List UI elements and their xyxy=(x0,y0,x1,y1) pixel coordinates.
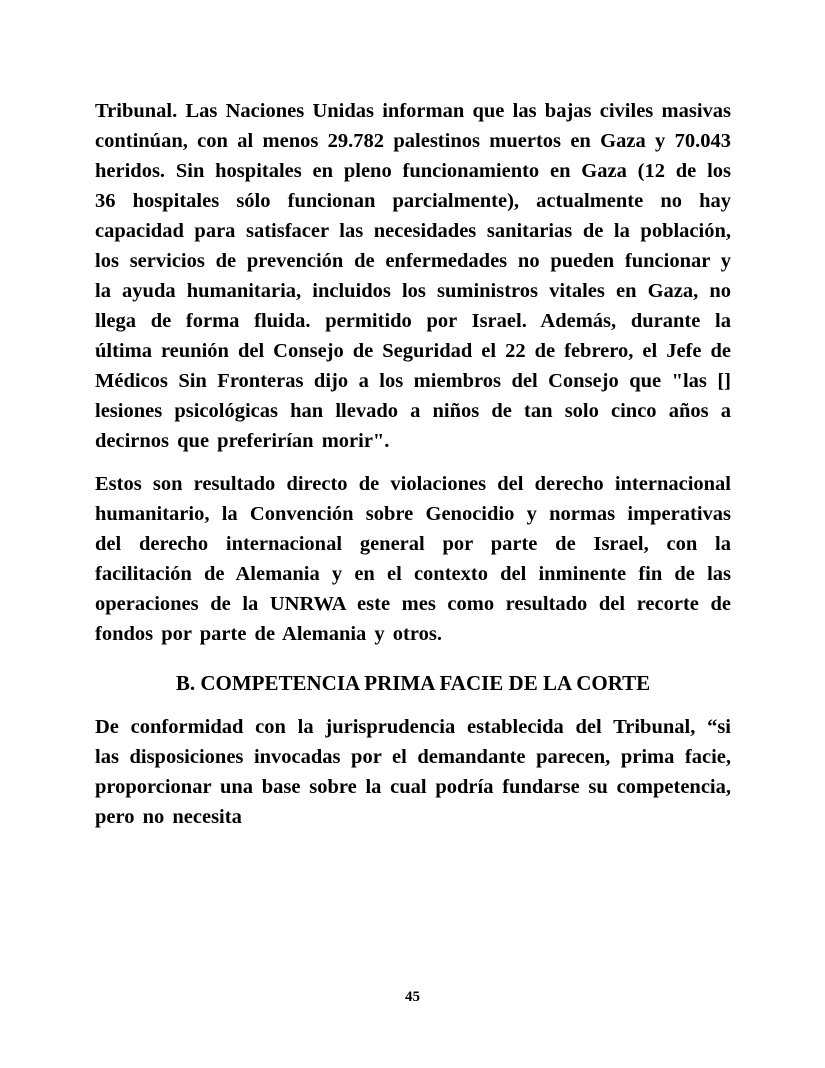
paragraph-tribunal-un-report: Tribunal. Las Naciones Unidas informan que las bajas civiles masivas continúan, con al menos 29.782 palestinos muertos en Gaza y 70.043 heridos. Sin hospitales en pleno funcionamiento en Gaza (12 de los 36 hospitales sólo funcionan parcialmente), actualmente no hay capacidad para satisfacer las necesidades sanitarias de la población, los servicios de prevención de enfermedades no pueden funcionar y la ayuda humanitaria, incluidos los suministros vitales en Gaza, no llega de forma fluida. permitido por Israel. Además, durante la última reunión del Consejo de Seguridad el 22 de febrero, el Jefe de Médicos Sin Fronteras dijo a los miembros del Consejo que "las [] lesiones psicológicas han llevado a niños de tan solo cinco años a decirnos que preferirían morir". xyxy=(95,100,731,452)
paragraph-jurisprudencia: De conformidad con la jurisprudencia establecida del Tribunal, “si las disposiciones invocadas por el demandante parecen, prima facie, proporcionar una base sobre la cual podría fundarse su competencia, pero no necesita xyxy=(95,716,731,828)
paragraph-violations-result: Estos son resultado directo de violaciones del derecho internacional humanitario, la Convención sobre Genocidio y normas imperativas del derecho internacional general por parte de Israel, con la facilitación de Alemania y en el contexto del inminente fin de las operaciones de la UNRWA este mes como resultado del recorte de fondos por parte de Alemania y otros. xyxy=(95,473,731,645)
page-footer xyxy=(0,988,825,1006)
page-content xyxy=(95,96,731,845)
page-number: 45 xyxy=(405,989,420,1005)
section-heading-competencia: B. COMPETENCIA PRIMA FACIE DE LA CORTE xyxy=(175,671,651,695)
